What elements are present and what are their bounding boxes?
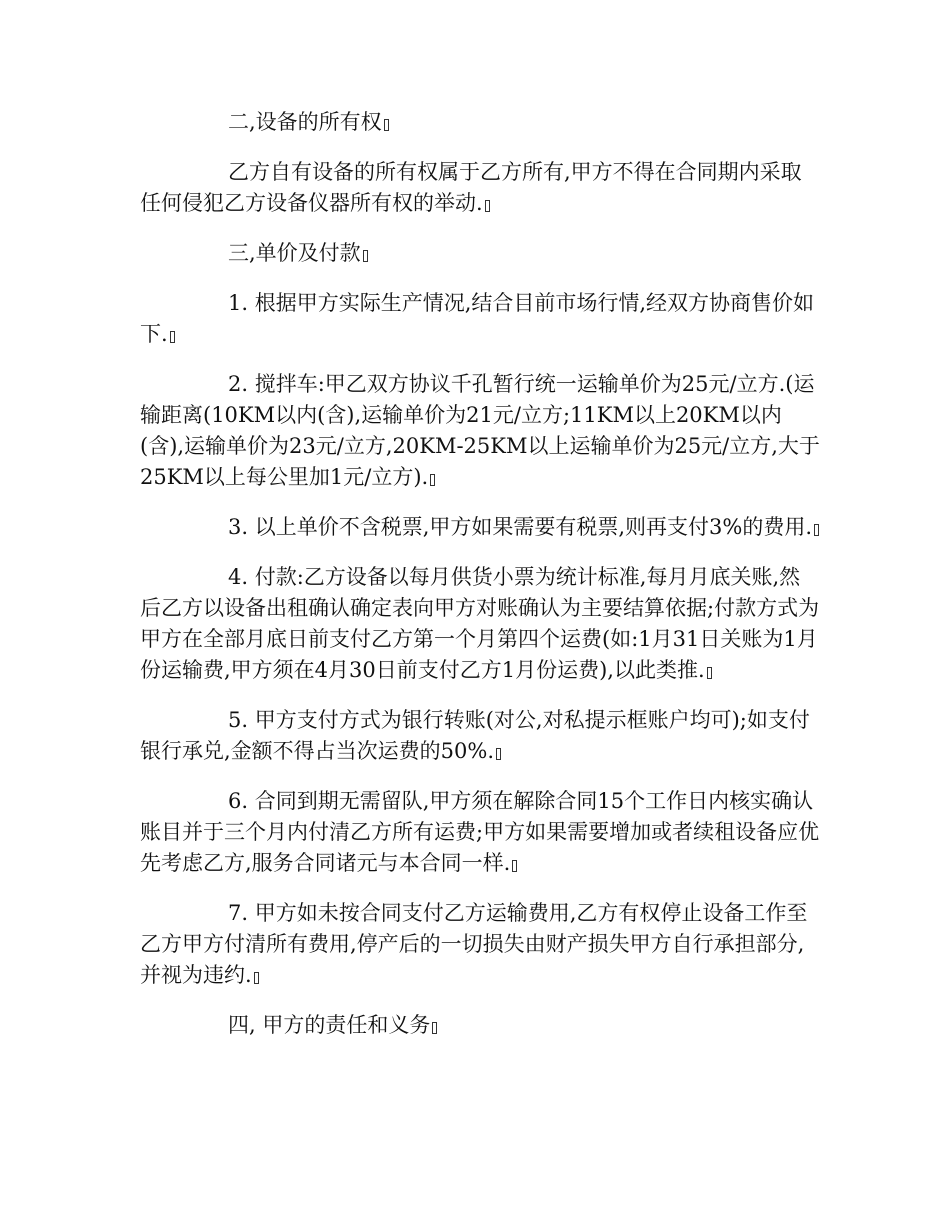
section-heading-party-a-duties <box>140 1010 820 1041</box>
paragraph-mark-icon <box>432 1022 437 1034</box>
paragraph-text: 三,单价及付款 <box>228 241 361 265</box>
paragraph-mark-icon <box>430 474 435 486</box>
paragraph-item-6 <box>140 786 820 879</box>
paragraph-mark-icon <box>512 860 517 872</box>
paragraph-mark-icon <box>485 200 490 212</box>
paragraph-text: 四, 甲方的责任和义务 <box>228 1013 431 1037</box>
paragraph-mark-icon <box>170 331 175 343</box>
paragraph-mark-icon <box>496 748 501 760</box>
paragraph-mark-icon <box>254 972 259 984</box>
paragraph-text: 1. 根据甲方实际生产情况,结合目前市场行情,经双方协商售价如下. <box>140 291 815 346</box>
paragraph-item-3 <box>140 512 820 543</box>
paragraph-mark-icon <box>384 119 389 131</box>
paragraph-mark-icon <box>707 667 712 679</box>
paragraph-item-5 <box>140 705 820 767</box>
paragraph-item-2 <box>140 369 820 493</box>
paragraph-mark-icon <box>814 524 819 536</box>
paragraph-text: 2. 搅拌车:甲乙双方协议千孔暂行统一运输单价为25元/立方.(运输距离(10KM以内(含),运输单价为21元/立方;11KM以上20KM以内(含),运输单价为23元/立方,20KM-25KM以上运输单价为25元/立方,大于25KM以上每公里加1元/立方). <box>140 372 820 489</box>
section-heading-ownership <box>140 107 820 138</box>
paragraph-text: 二,设备的所有权 <box>228 110 382 134</box>
paragraph-item-4 <box>140 562 820 686</box>
paragraph-text: 6. 合同到期无需留队,甲方须在解除合同15个工作日内核实确认账目并于三个月内付清乙方所有运费;甲方如果需要增加或者续租设备应优先考虑乙方,服务合同诸元与本合同一样. <box>140 789 820 875</box>
paragraph-mark-icon <box>363 250 368 262</box>
paragraph-text: 乙方自有设备的所有权属于乙方所有,甲方不得在合同期内采取任何侵犯乙方设备仪器所有权的举动. <box>140 160 802 215</box>
document-body <box>140 107 820 1060</box>
paragraph-item-1 <box>140 288 820 350</box>
paragraph-text: 5. 甲方支付方式为银行转账(对公,对私提示框账户均可);如支付银行承兑,金额不得占当次运费的50%. <box>140 708 810 763</box>
paragraph-text: 4. 付款:乙方设备以每月供货小票为统计标准,每月月底关账,然后乙方以设备出租确认确定表向甲方对账确认为主要结算依据;付款方式为甲方在全部月底日前支付乙方第一个月第四个运费(如:1月31日关账为1月份运输费,甲方须在4月30日前支付乙方1月份运费),以此类推. <box>140 565 820 682</box>
paragraph-item-7 <box>140 898 820 991</box>
paragraph-text: 7. 甲方如未按合同支付乙方运输费用,乙方有权停止设备工作至乙方甲方付清所有费用,停产后的一切损失由财产损失甲方自行承担部分,并视为违约. <box>140 901 808 987</box>
paragraph-ownership-clause <box>140 157 820 219</box>
section-heading-price-payment <box>140 238 820 269</box>
paragraph-text: 3. 以上单价不含税票,甲方如果需要有税票,则再支付3%的费用. <box>228 515 813 539</box>
